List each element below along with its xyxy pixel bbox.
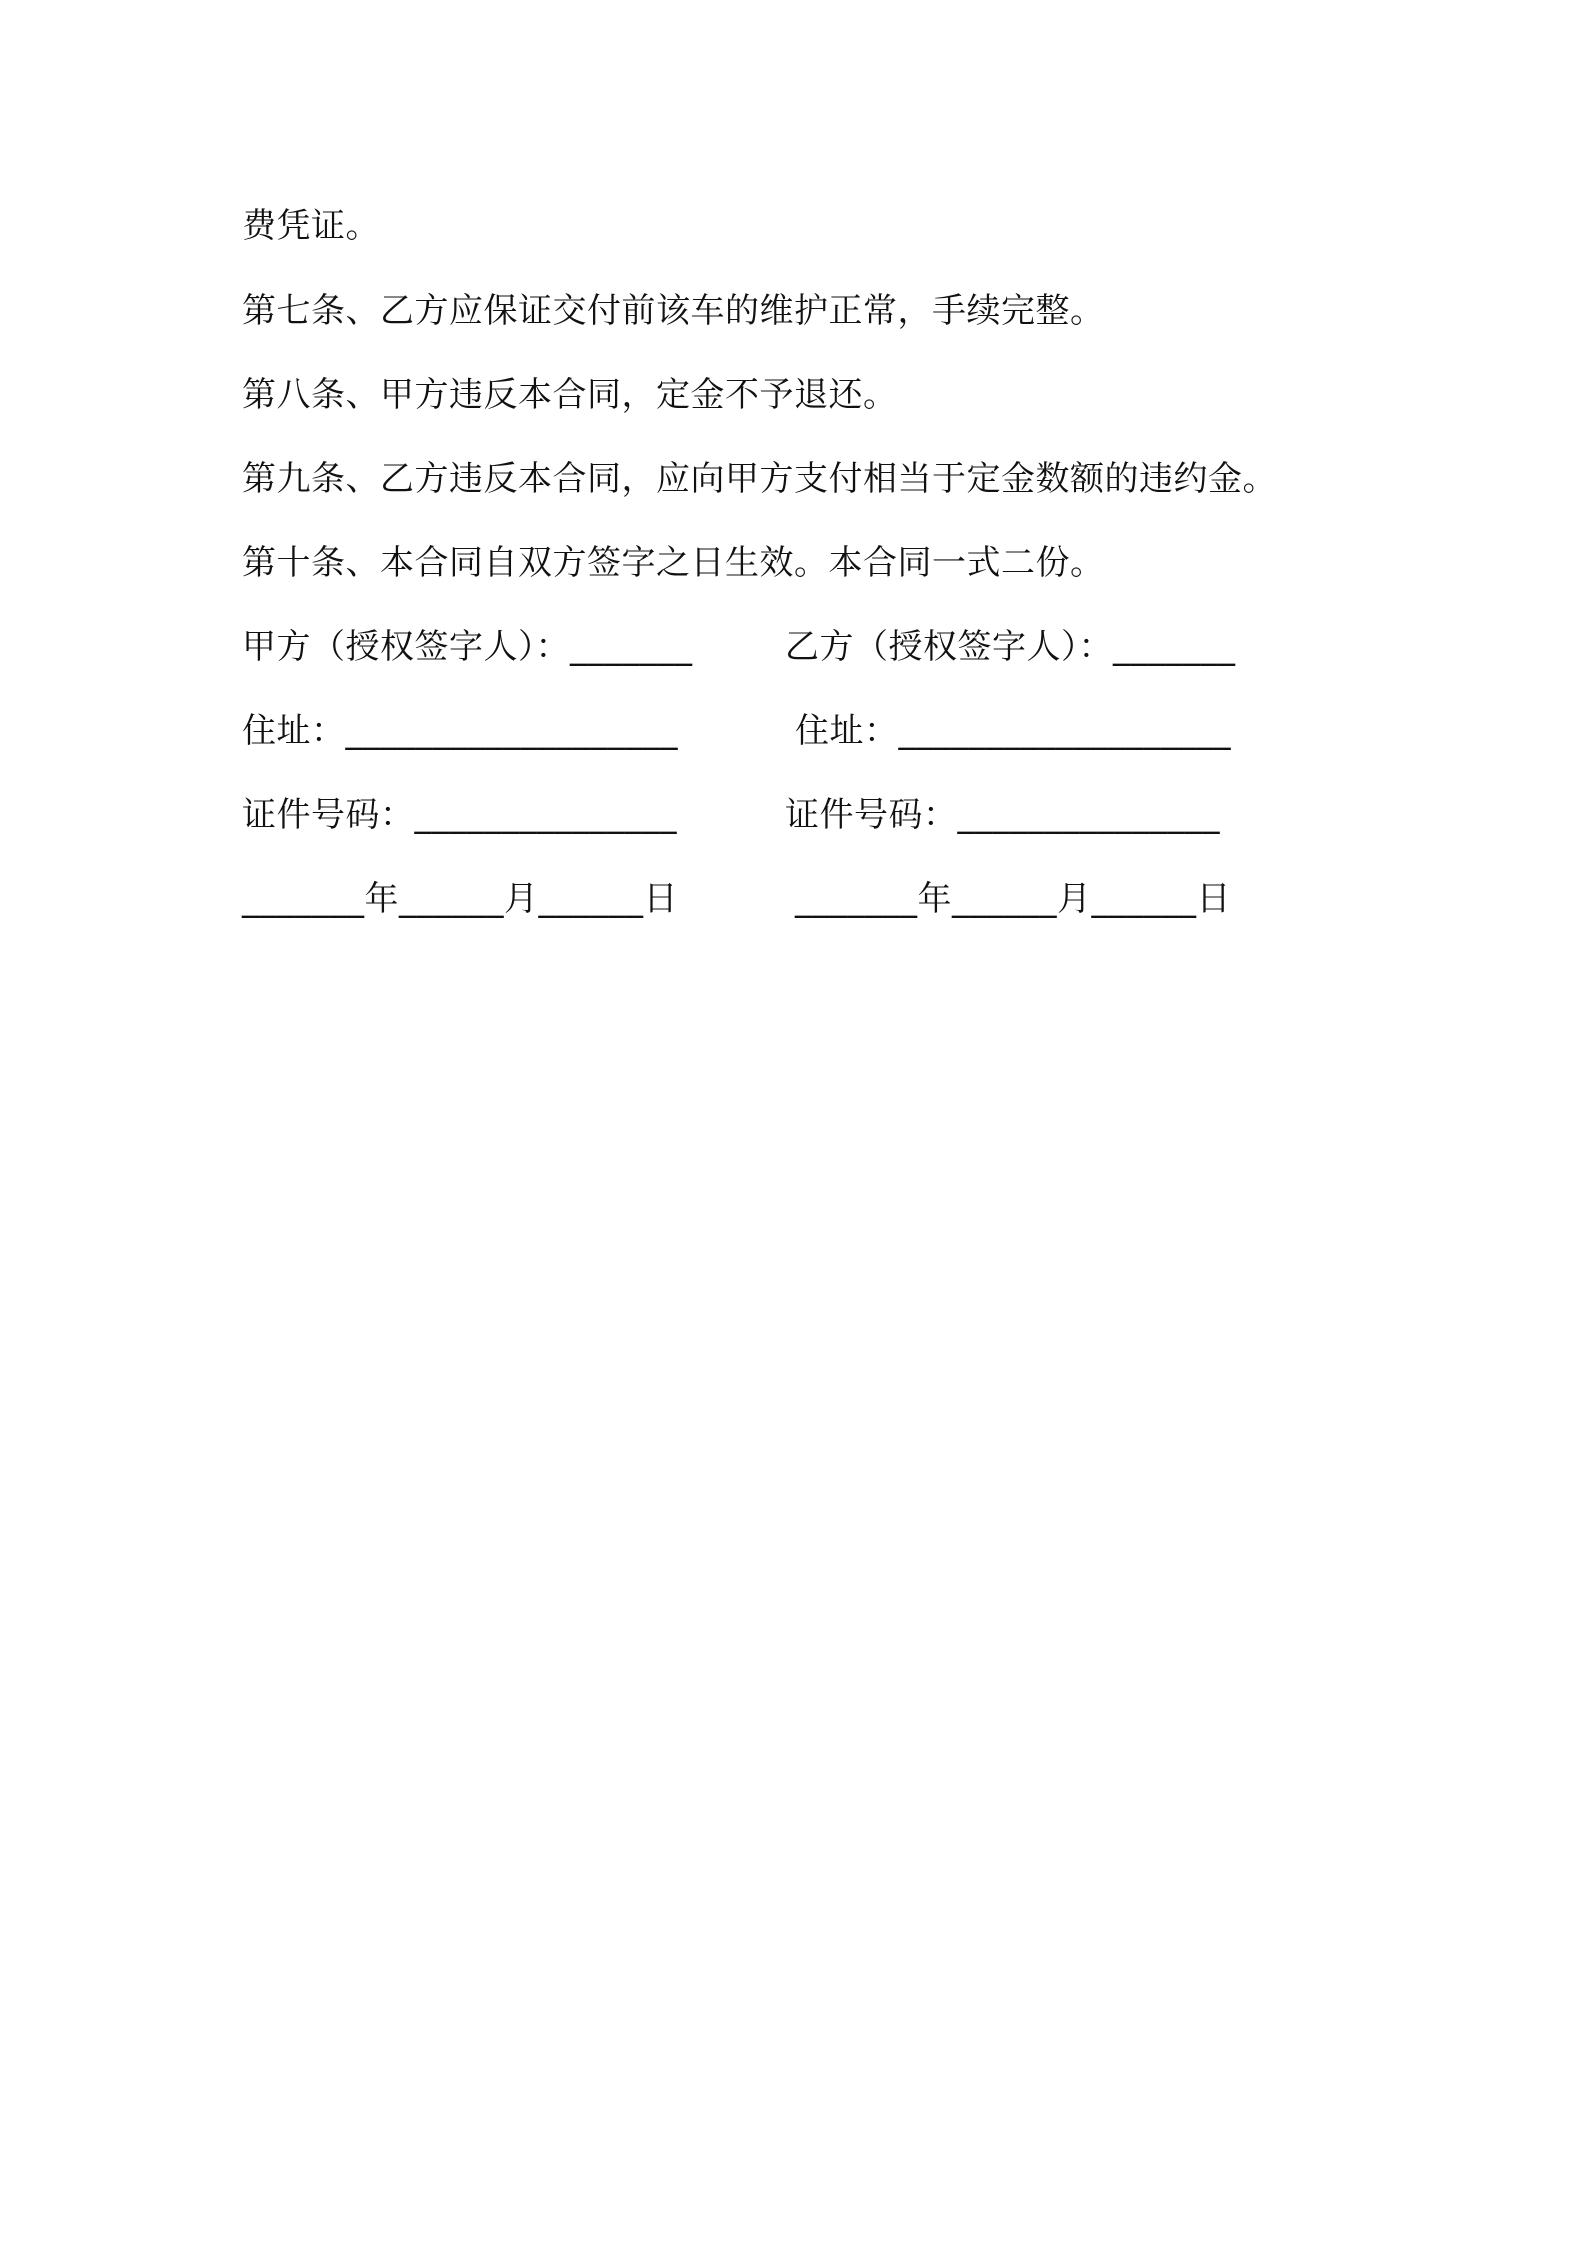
party-b-id-field: 证件号码：_______________ (785, 795, 1220, 835)
party-a-signer-field: 甲方（授权签字人）：_______ (242, 627, 693, 667)
party-b-date-field: _______年______月______日 (795, 879, 1231, 919)
party-b-signer-field: 乙方（授权签字人）：_______ (785, 627, 1236, 667)
party-a-date-field: _______年______月______日 (242, 879, 678, 919)
clause-7: 第七条、乙方应保证交付前该车的维护正常，手续完整。 (242, 291, 1105, 331)
text-line-fee-receipt: 费凭证。 (242, 206, 380, 246)
party-a-address-field: 住址：___________________ (242, 711, 678, 751)
clause-10: 第十条、本合同自双方签字之日生效。本合同一式二份。 (242, 543, 1105, 583)
party-b-address-field: 住址：___________________ (795, 711, 1231, 751)
party-a-id-field: 证件号码：_______________ (242, 795, 677, 835)
clause-8: 第八条、甲方违反本合同，定金不予退还。 (242, 375, 898, 415)
clause-9: 第九条、乙方违反本合同，应向甲方支付相当于定金数额的违约金。 (242, 459, 1277, 499)
